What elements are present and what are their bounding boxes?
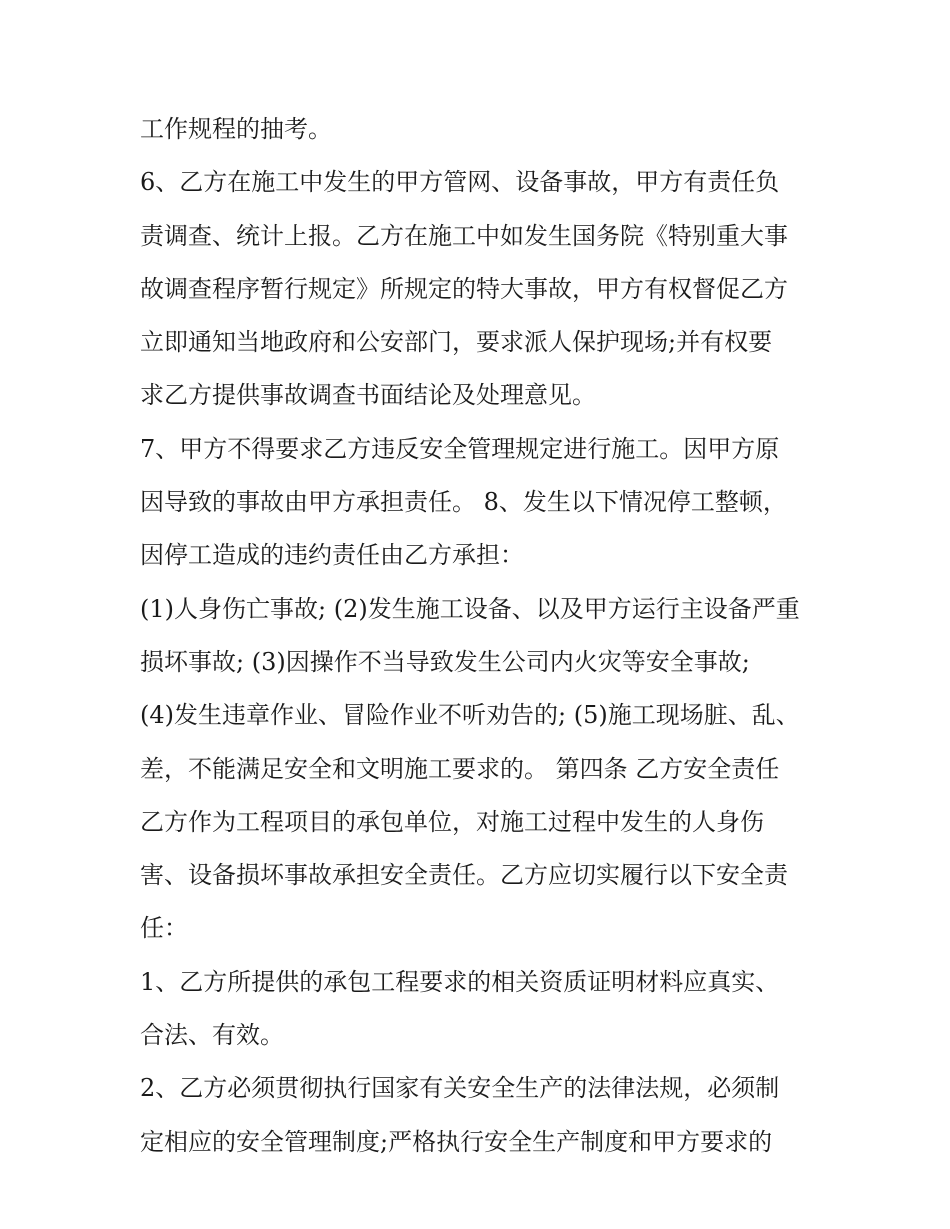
text-line: 因停工造成的违约责任由乙方承担：	[140, 541, 524, 570]
text-line: 7、甲方不得要求乙方违反安全管理规定进行施工。因甲方原	[140, 434, 780, 463]
text-line: 差，不能满足安全和文明施工要求的。 第四条 乙方安全责任	[140, 754, 780, 783]
text-line: 损坏事故; (3)因操作不当导致发生公司内火灾等安全事故;	[140, 647, 750, 676]
text-line: 任：	[140, 914, 188, 943]
text-line: 1、乙方所提供的承包工程要求的相关资质证明材料应真实、	[140, 967, 780, 996]
text-line: (4)发生违章作业、冒险作业不听劝告的; (5)施工现场脏、乱、	[140, 701, 800, 730]
text-line: 故调查程序暂行规定》所规定的特大事故，甲方有权督促乙方	[140, 274, 788, 303]
text-line: 责调查、统计上报。乙方在施工中如发生国务院《特别重大事	[140, 221, 788, 250]
text-line: 2、乙方必须贯彻执行国家有关安全生产的法律法规，必须制	[140, 1074, 780, 1103]
text-line: 害、设备损坏事故承担安全责任。乙方应切实履行以下安全责	[140, 861, 788, 890]
text-line: 合法、有效。	[140, 1021, 284, 1050]
text-line: 工作规程的抽考。	[140, 115, 332, 143]
text-line: 立即通知当地政府和公安部门，要求派人保护现场;并有权要	[140, 328, 773, 357]
text-line: 定相应的安全管理制度;严格执行安全生产制度和甲方要求的	[140, 1127, 773, 1156]
text-line: 因导致的事故由甲方承担责任。 8、发生以下情况停工整顿，	[140, 488, 787, 517]
text-line: 求乙方提供事故调查书面结论及处理意见。	[140, 381, 596, 410]
text-line: 乙方作为工程项目的承包单位，对施工过程中发生的人身伤	[140, 807, 764, 836]
document-body	[140, 107, 830, 1173]
text-line: 6、乙方在施工中发生的甲方管网、设备事故，甲方有责任负	[140, 168, 780, 197]
text-line: (1)人身伤亡事故; (2)发生施工设备、以及甲方运行主设备严重	[140, 594, 800, 623]
